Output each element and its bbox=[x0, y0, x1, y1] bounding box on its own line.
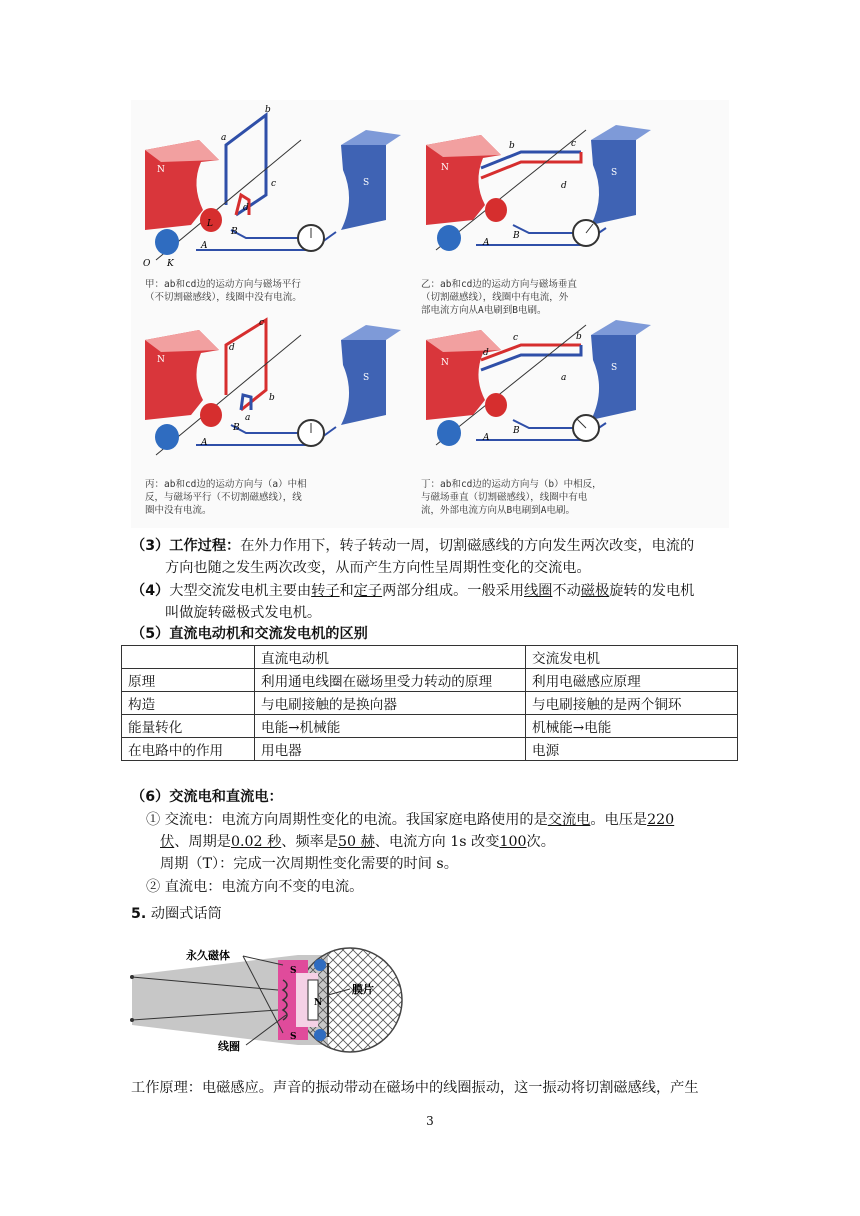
sec6-dc: ② 直流电：电流方向不变的电流。 bbox=[146, 879, 364, 895]
svg-text:A: A bbox=[483, 238, 490, 248]
caption-line: （切割磁感线），线圈中有电流，外 bbox=[421, 292, 569, 303]
panel-yi bbox=[421, 100, 711, 316]
panel-jia bbox=[131, 100, 421, 310]
sec4-term-pole: 磁极 bbox=[580, 583, 610, 599]
mic-label-coil: 线圈 bbox=[218, 1040, 240, 1053]
svg-text:b: b bbox=[576, 332, 582, 342]
svg-text:N: N bbox=[157, 355, 165, 365]
sec6-text: 、电流方向 1s 改变 bbox=[374, 834, 500, 850]
table-cell: 电能→机械能 bbox=[255, 715, 526, 738]
svg-text:L: L bbox=[207, 219, 213, 229]
svg-text:B: B bbox=[513, 426, 520, 436]
mic-label-s1: S bbox=[290, 966, 297, 976]
svg-text:c: c bbox=[513, 333, 519, 343]
caption-line: （不切割磁感线），线圈中没有电流。 bbox=[145, 292, 302, 303]
sec3-text: 在外力作用下，转子转动一周，切割磁感线的方向发生两次改变，电流的 bbox=[240, 538, 695, 554]
svg-text:A: A bbox=[483, 433, 490, 443]
svg-text:a: a bbox=[221, 133, 227, 143]
generator-diagram-ding bbox=[421, 315, 721, 475]
panel-ding bbox=[421, 315, 711, 525]
sec3-title: 工作过程： bbox=[169, 538, 241, 554]
svg-text:K: K bbox=[167, 259, 174, 269]
svg-text:B: B bbox=[513, 231, 520, 241]
generator-diagram-jia bbox=[131, 100, 421, 275]
mic-label-s2: S bbox=[290, 1032, 297, 1042]
caption-line: 圈中没有电流。 bbox=[145, 505, 212, 516]
svg-text:b: b bbox=[269, 393, 275, 403]
sec4-term-stator: 定子 bbox=[353, 583, 383, 599]
table-cell: 利用通电线圈在磁场里受力转动的原理 bbox=[255, 669, 526, 692]
svg-text:N: N bbox=[441, 163, 449, 173]
sec3-line1 bbox=[131, 535, 694, 557]
svg-text:d: d bbox=[561, 181, 567, 191]
table-header-row bbox=[122, 646, 738, 669]
caption-line: 反，与磁场平行（不切割磁感线），线 bbox=[145, 492, 302, 503]
sec4-text: 不动 bbox=[552, 583, 581, 599]
sec4-text: 两部分组成。一般采用 bbox=[382, 583, 525, 599]
svg-text:B: B bbox=[233, 423, 240, 433]
table-cell: 用电器 bbox=[255, 738, 526, 761]
sec7-title: 动圈式话筒 bbox=[146, 906, 222, 922]
sec4-text: 和 bbox=[339, 583, 354, 599]
table-cell: 在电路中的作用 bbox=[122, 738, 255, 761]
sec6-title: （6）交流电和直流电： bbox=[131, 789, 283, 805]
table-header-cell: 直流电动机 bbox=[255, 646, 526, 669]
sec3-line2: 方向也随之发生两次改变，从而产生方向性呈周期性变化的交流电。 bbox=[165, 560, 591, 576]
caption-line: 流，外部电流方向从B电刷到A电刷。 bbox=[421, 505, 575, 516]
microphone-diagram bbox=[128, 935, 403, 1065]
sec6-text: 、频率是 bbox=[281, 834, 339, 850]
svg-text:a: a bbox=[561, 373, 567, 383]
caption-line: 乙：ab和cd边的运动方向与磁场垂直 bbox=[421, 279, 577, 290]
sec4-term-coil: 线圈 bbox=[524, 583, 553, 599]
caption-line: 丙：ab和cd边的运动方向与（a）中相 bbox=[145, 479, 307, 490]
caption-line: 与磁场垂直（切割磁感线），线圈中有电 bbox=[421, 492, 588, 503]
sec6-ac-line2 bbox=[160, 831, 555, 853]
sec6-text: 次。 bbox=[526, 834, 555, 850]
table-cell: 电源 bbox=[526, 738, 738, 761]
svg-text:b: b bbox=[509, 141, 515, 151]
table-row bbox=[122, 738, 738, 761]
table-cell: 能量转化 bbox=[122, 715, 255, 738]
sec6-text: 。电压是 bbox=[590, 812, 648, 828]
sec6-text: ① 交流电：电流方向周期性变化的电流。我国家庭电路使用的是 bbox=[146, 812, 548, 828]
table-cell: 构造 bbox=[122, 692, 255, 715]
svg-text:b: b bbox=[265, 105, 271, 115]
table-row bbox=[122, 669, 738, 692]
svg-text:a: a bbox=[245, 413, 251, 423]
svg-text:S: S bbox=[611, 168, 618, 178]
sec4-num: （4） bbox=[131, 583, 170, 599]
generator-diagram-yi bbox=[421, 100, 721, 275]
table-cell: 原理 bbox=[122, 669, 255, 692]
svg-text:S: S bbox=[611, 363, 618, 373]
sec7-principle: 工作原理：电磁感应。声音的振动带动在磁场中的线圈振动，这一振动将切割磁感线，产生 bbox=[131, 1080, 699, 1096]
sec4-line1 bbox=[131, 580, 694, 602]
mic-label-n: N bbox=[314, 998, 323, 1008]
table-cell: 与电刷接触的是换向器 bbox=[255, 692, 526, 715]
caption-line: 部电流方向从A电刷到B电刷。 bbox=[421, 305, 547, 316]
svg-text:d: d bbox=[229, 343, 235, 353]
panel-bing bbox=[131, 315, 421, 525]
sec6-period: 0.02 秒 bbox=[230, 834, 282, 850]
table-header-cell bbox=[122, 646, 255, 669]
sec4-text: 大型交流发电机主要由 bbox=[169, 583, 312, 599]
table-cell: 机械能→电能 bbox=[526, 715, 738, 738]
caption-line: 甲：ab和cd边的运动方向与磁场平行 bbox=[145, 279, 301, 290]
sec6-changes: 100 bbox=[499, 834, 527, 850]
mic-label-diaphragm: 膜片 bbox=[352, 983, 374, 996]
svg-text:c: c bbox=[259, 318, 265, 328]
svg-text:B: B bbox=[231, 227, 238, 237]
sec6-voltage-unit: 伏 bbox=[160, 834, 175, 850]
table-row bbox=[122, 692, 738, 715]
sec7-num: 5. bbox=[131, 906, 147, 922]
svg-text:d: d bbox=[483, 348, 489, 358]
table-cell: 利用电磁感应原理 bbox=[526, 669, 738, 692]
svg-text:O: O bbox=[143, 259, 151, 269]
page-number: 3 bbox=[426, 1114, 434, 1128]
table-cell: 与电刷接触的是两个铜环 bbox=[526, 692, 738, 715]
table-header-cell: 交流发电机 bbox=[526, 646, 738, 669]
sec6-text: 、周期是 bbox=[174, 834, 231, 850]
svg-text:A: A bbox=[201, 438, 208, 448]
svg-text:c: c bbox=[271, 179, 277, 189]
sec6-term-ac: 交流电 bbox=[547, 812, 591, 828]
svg-text:S: S bbox=[363, 373, 370, 383]
sec6-period-def: 周期（T）：完成一次周期性变化需要的时间 s。 bbox=[160, 856, 458, 872]
sec4-line2: 叫做旋转磁极式发电机。 bbox=[165, 605, 322, 621]
caption-line: 丁：ab和cd边的运动方向与（b）中相反， bbox=[421, 479, 602, 490]
table-row bbox=[122, 715, 738, 738]
svg-text:S: S bbox=[363, 178, 370, 188]
sec6-ac-line1 bbox=[146, 809, 674, 831]
sec3-num: （3） bbox=[131, 538, 170, 554]
sec7-heading bbox=[131, 903, 222, 925]
svg-text:c: c bbox=[571, 139, 577, 149]
sec6-voltage: 220 bbox=[647, 812, 675, 828]
svg-text:d: d bbox=[243, 203, 249, 213]
comparison-table bbox=[121, 645, 738, 761]
sec5-title: （5）直流电动机和交流发电机的区别 bbox=[131, 626, 368, 642]
svg-text:N: N bbox=[157, 165, 165, 175]
sec4-text: 旋转的发电机 bbox=[609, 583, 695, 599]
sec4-term-rotor: 转子 bbox=[311, 583, 340, 599]
svg-text:A: A bbox=[201, 241, 208, 251]
mic-label-magnet: 永久磁体 bbox=[186, 949, 230, 962]
generator-diagram-bing bbox=[131, 315, 421, 475]
svg-text:N: N bbox=[441, 358, 449, 368]
sec6-frequency: 50 赫 bbox=[338, 834, 375, 850]
generator-figure bbox=[131, 100, 729, 528]
